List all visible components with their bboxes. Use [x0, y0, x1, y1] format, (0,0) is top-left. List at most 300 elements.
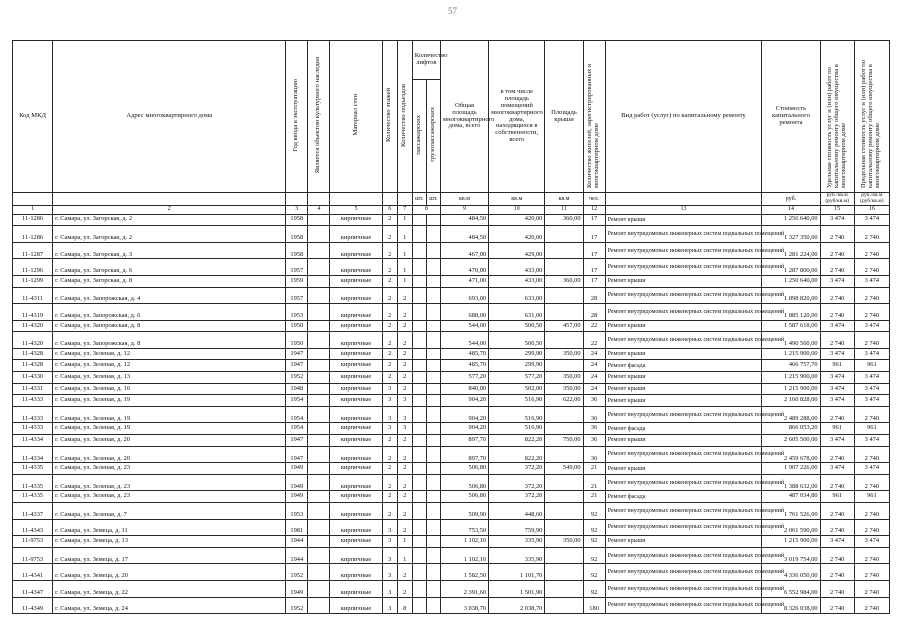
row-address: г. Самара, ул. Земеца, д. 22 — [53, 580, 286, 597]
row-address: г. Самара, ул. Загорская, д. 2 — [53, 214, 286, 226]
row-residents: 28 — [583, 304, 605, 321]
row-entrances: 2 — [397, 503, 412, 520]
row-elev-cargo — [426, 580, 440, 597]
row-total-area: 904,20 — [440, 406, 488, 423]
row-heritage — [308, 463, 330, 475]
unit-cell: руб./кв.м (руб/кв.м) — [854, 193, 889, 206]
row-cost: 1 761 526,00 — [762, 503, 820, 520]
row-residents: 92 — [583, 564, 605, 581]
unit-cell: кв.м — [440, 193, 488, 206]
row-year: 1950 — [286, 320, 308, 332]
row-elev-pass — [412, 435, 426, 447]
row-floors: 2 — [382, 242, 397, 259]
row-material: кирпичные — [330, 519, 382, 536]
row-code: 11-4334 — [13, 446, 53, 463]
row-floors: 2 — [382, 463, 397, 475]
header-row — [13, 41, 890, 80]
row-work: Ремонт внутридомовых инженерных систем подвальных помещений — [605, 242, 762, 259]
col-num: 10 — [489, 205, 545, 214]
row-material: кирпичные — [330, 564, 382, 581]
col-num: 9 — [440, 205, 488, 214]
row-cost: 2 489 288,00 — [762, 406, 820, 423]
row-spec-cost: 961 — [820, 360, 854, 372]
row-heritage — [308, 503, 330, 520]
row-cost: 3 019 754,00 — [762, 547, 820, 564]
row-spec-cost: 2 740 — [820, 580, 854, 597]
row-total-area: 484,50 — [440, 226, 488, 243]
row-roof-area: 549,00 — [545, 463, 583, 475]
row-floors: 2 — [382, 259, 397, 276]
row-total-area: 544,00 — [440, 332, 488, 349]
row-roof-area — [545, 304, 583, 321]
column-numbers-row — [13, 205, 890, 214]
row-entrances: 2 — [397, 580, 412, 597]
row-code: 11-4311 — [13, 287, 53, 304]
unit-cell: кв.м — [489, 193, 545, 206]
row-floors: 2 — [382, 372, 397, 384]
row-res-area: 299,90 — [489, 360, 545, 372]
row-spec-cost: 3 474 — [820, 536, 854, 548]
row-roof-area — [545, 259, 583, 276]
row-cost: 8 326 038,00 — [762, 597, 820, 614]
row-year: 1958 — [286, 226, 308, 243]
row-residents: 17 — [583, 275, 605, 287]
table-row — [13, 383, 890, 395]
row-spec-cost: 3 474 — [820, 275, 854, 287]
row-max-cost: 2 740 — [854, 226, 889, 243]
row-max-cost: 2 740 — [854, 406, 889, 423]
row-elev-cargo — [426, 287, 440, 304]
row-material: кирпичные — [330, 287, 382, 304]
row-roof-area: 750,00 — [545, 435, 583, 447]
row-total-area: 506,80 — [440, 491, 488, 503]
row-entrances: 1 — [397, 275, 412, 287]
row-work: Ремонт внутридомовых инженерных систем подвальных помещений — [605, 547, 762, 564]
col-num: 16 — [854, 205, 889, 214]
row-spec-cost: 2 740 — [820, 446, 854, 463]
row-material: кирпичные — [330, 503, 382, 520]
row-elev-pass — [412, 259, 426, 276]
row-year: 1953 — [286, 304, 308, 321]
row-residents: 22 — [583, 320, 605, 332]
row-floors: 2 — [382, 304, 397, 321]
row-material: кирпичные — [330, 547, 382, 564]
row-address: г. Самара, ул. Зеленая, д. 23 — [53, 463, 286, 475]
row-code: 11-4349 — [13, 597, 53, 614]
row-work: Ремонт внутридомовых инженерных систем подвальных помещений — [605, 332, 762, 349]
row-cost: 1 587 618,00 — [762, 320, 820, 332]
row-roof-area: 350,00 — [545, 372, 583, 384]
row-heritage — [308, 259, 330, 276]
row-code: 11-4328 — [13, 360, 53, 372]
row-max-cost: 3 474 — [854, 536, 889, 548]
table-row — [13, 304, 890, 321]
row-cost: 1 215 900,00 — [762, 348, 820, 360]
table-row — [13, 275, 890, 287]
row-elev-pass — [412, 287, 426, 304]
row-work: Ремонт внутридомовых инженерных систем подвальных помещений — [605, 474, 762, 491]
row-work: Ремонт внутридомовых инженерных систем подвальных помещений — [605, 446, 762, 463]
row-heritage — [308, 435, 330, 447]
row-address: г. Самара, ул. Загорская, д. 8 — [53, 275, 286, 287]
row-elev-pass — [412, 332, 426, 349]
row-cost: 1 287 800,00 — [762, 259, 820, 276]
row-max-cost: 961 — [854, 491, 889, 503]
row-total-area: 3 038,70 — [440, 597, 488, 614]
row-entrances: 2 — [397, 435, 412, 447]
row-address: г. Самара, ул. Зеленая, д. 13 — [53, 372, 286, 384]
row-elev-pass — [412, 423, 426, 435]
row-elev-pass — [412, 446, 426, 463]
row-year: 1949 — [286, 491, 308, 503]
col-num: 1 — [13, 205, 53, 214]
row-max-cost: 961 — [854, 360, 889, 372]
row-cost: 2 061 590,00 — [762, 519, 820, 536]
row-heritage — [308, 287, 330, 304]
row-residents: 24 — [583, 383, 605, 395]
row-address: г. Самара, ул. Зеленая, д. 20 — [53, 435, 286, 447]
col-spec-cost: Удельная стоимость услуг и (или) работ по капитальному ремонту общего имущества в многоквартирном доме — [820, 41, 854, 193]
row-total-area: 470,00 — [440, 259, 488, 276]
row-floors: 3 — [382, 597, 397, 614]
row-work: Ремонт крыши — [605, 320, 762, 332]
row-address: г. Самара, ул. Зеленая, д. 7 — [53, 503, 286, 520]
row-spec-cost: 3 474 — [820, 372, 854, 384]
row-cost: 2 160 828,00 — [762, 395, 820, 407]
row-heritage — [308, 536, 330, 548]
row-max-cost: 2 740 — [854, 597, 889, 614]
row-material: кирпичные — [330, 395, 382, 407]
row-entrances: 2 — [397, 372, 412, 384]
row-work: Ремонт крыши — [605, 383, 762, 395]
col-num: 14 — [762, 205, 820, 214]
table-row — [13, 259, 890, 276]
row-spec-cost: 2 740 — [820, 332, 854, 349]
row-roof-area: 360,00 — [545, 214, 583, 226]
table-row — [13, 503, 890, 520]
row-material: кирпичные — [330, 383, 382, 395]
row-max-cost: 2 740 — [854, 242, 889, 259]
row-residents: 36 — [583, 435, 605, 447]
row-year: 1947 — [286, 348, 308, 360]
row-residents: 180 — [583, 597, 605, 614]
row-elev-cargo — [426, 536, 440, 548]
row-total-area: 509,90 — [440, 503, 488, 520]
table-row — [13, 547, 890, 564]
row-res-area: 420,00 — [489, 214, 545, 226]
row-floors: 3 — [382, 547, 397, 564]
row-heritage — [308, 214, 330, 226]
row-res-area: 2 038,70 — [489, 597, 545, 614]
row-roof-area — [545, 406, 583, 423]
col-year: Год ввода в эксплуатацию — [286, 41, 308, 193]
row-elev-pass — [412, 372, 426, 384]
col-elevators-cargo: грузопассажирских — [426, 80, 440, 193]
row-spec-cost: 2 740 — [820, 287, 854, 304]
row-elev-pass — [412, 474, 426, 491]
row-code: 11-9753 — [13, 536, 53, 548]
row-code: 11-1286 — [13, 226, 53, 243]
row-address: г. Самара, ул. Загорская, д. 3 — [53, 242, 286, 259]
row-total-area: 1 102,10 — [440, 536, 488, 548]
table-row — [13, 332, 890, 349]
row-spec-cost: 2 740 — [820, 474, 854, 491]
row-cost: 487 034,80 — [762, 491, 820, 503]
row-material: кирпичные — [330, 474, 382, 491]
row-code: 11-4337 — [13, 503, 53, 520]
row-elev-cargo — [426, 332, 440, 349]
table-row — [13, 395, 890, 407]
row-total-area: 506,80 — [440, 474, 488, 491]
row-res-area: 1 501,90 — [489, 580, 545, 597]
col-num: 8 — [412, 205, 440, 214]
row-spec-cost: 3 474 — [820, 435, 854, 447]
row-work: Ремонт фасада — [605, 360, 762, 372]
row-residents: 17 — [583, 242, 605, 259]
row-elev-cargo — [426, 395, 440, 407]
row-floors: 3 — [382, 564, 397, 581]
row-total-area: 544,00 — [440, 320, 488, 332]
row-max-cost: 2 740 — [854, 332, 889, 349]
row-work: Ремонт внутридомовых инженерных систем подвальных помещений — [605, 226, 762, 243]
row-work: Ремонт внутридомовых инженерных систем подвальных помещений — [605, 304, 762, 321]
row-work: Ремонт фасада — [605, 491, 762, 503]
row-cost: 1 281 224,00 — [762, 242, 820, 259]
row-roof-area — [545, 360, 583, 372]
row-elev-cargo — [426, 360, 440, 372]
row-roof-area: 350,00 — [545, 348, 583, 360]
row-address: г. Самара, ул. Зеленая, д. 19 — [53, 406, 286, 423]
row-elev-cargo — [426, 435, 440, 447]
table-row — [13, 435, 890, 447]
row-roof-area — [545, 287, 583, 304]
row-elev-pass — [412, 395, 426, 407]
row-elev-pass — [412, 564, 426, 581]
row-res-area: 433,00 — [489, 275, 545, 287]
row-entrances: 2 — [397, 287, 412, 304]
row-elev-cargo — [426, 275, 440, 287]
row-work: Ремонт крыши — [605, 275, 762, 287]
row-work: Ремонт крыши — [605, 435, 762, 447]
row-year: 1954 — [286, 395, 308, 407]
row-elev-pass — [412, 547, 426, 564]
row-material: кирпичные — [330, 320, 382, 332]
row-residents: 24 — [583, 372, 605, 384]
row-elev-pass — [412, 360, 426, 372]
table-row — [13, 446, 890, 463]
row-res-area: 335,90 — [489, 536, 545, 548]
row-max-cost: 2 740 — [854, 259, 889, 276]
row-code: 11-4320 — [13, 332, 53, 349]
row-spec-cost: 2 740 — [820, 242, 854, 259]
col-num: 3 — [286, 205, 308, 214]
row-spec-cost: 2 740 — [820, 406, 854, 423]
row-roof-area — [545, 474, 583, 491]
row-entrances: 1 — [397, 547, 412, 564]
row-elev-cargo — [426, 304, 440, 321]
row-elev-pass — [412, 463, 426, 475]
table-row — [13, 564, 890, 581]
row-address: г. Самара, ул. Запорожская, д. 6 — [53, 304, 286, 321]
row-entrances: 1 — [397, 259, 412, 276]
page-number: 57 — [448, 6, 457, 16]
col-floors: Количество этажей — [382, 41, 397, 193]
row-res-area: 448,60 — [489, 503, 545, 520]
row-year: 1954 — [286, 423, 308, 435]
table-row — [13, 474, 890, 491]
table-row — [13, 491, 890, 503]
row-cost: 866 053,20 — [762, 423, 820, 435]
table-row — [13, 320, 890, 332]
row-roof-area — [545, 564, 583, 581]
unit-cell: чел. — [583, 193, 605, 206]
row-address: г. Самара, ул. Земеца, д. 13 — [53, 536, 286, 548]
row-spec-cost: 3 474 — [820, 395, 854, 407]
row-max-cost: 2 740 — [854, 474, 889, 491]
row-total-area: 693,00 — [440, 287, 488, 304]
col-num: 11 — [545, 205, 583, 214]
row-elev-cargo — [426, 226, 440, 243]
col-elevators: Количество лифтов — [412, 41, 440, 80]
row-roof-area — [545, 519, 583, 536]
row-material: кирпичные — [330, 275, 382, 287]
row-floors: 2 — [382, 360, 397, 372]
row-cost: 1 898 820,00 — [762, 287, 820, 304]
row-code: 11-4334 — [13, 435, 53, 447]
row-res-area: 372,20 — [489, 474, 545, 491]
row-year: 1952 — [286, 597, 308, 614]
row-year: 1957 — [286, 287, 308, 304]
col-num: 13 — [605, 205, 762, 214]
row-address: г. Самара, ул. Зеленая, д. 16 — [53, 383, 286, 395]
row-heritage — [308, 372, 330, 384]
row-cost: 4 336 050,00 — [762, 564, 820, 581]
table-row — [13, 226, 890, 243]
row-year: 1944 — [286, 547, 308, 564]
row-spec-cost: 2 740 — [820, 503, 854, 520]
row-entrances: 1 — [397, 214, 412, 226]
col-num: 4 — [308, 205, 330, 214]
row-residents: 21 — [583, 474, 605, 491]
row-cost: 1 215 900,00 — [762, 536, 820, 548]
row-floors: 2 — [382, 275, 397, 287]
row-max-cost: 3 474 — [854, 348, 889, 360]
row-res-area: 429,00 — [489, 242, 545, 259]
row-max-cost: 3 474 — [854, 463, 889, 475]
row-work: Ремонт внутридомовых инженерных систем подвальных помещений — [605, 503, 762, 520]
row-elev-pass — [412, 536, 426, 548]
row-address: г. Самара, ул. Земеца, д. 17 — [53, 547, 286, 564]
row-total-area: 467,00 — [440, 242, 488, 259]
row-elev-pass — [412, 320, 426, 332]
row-roof-area — [545, 446, 583, 463]
row-entrances: 2 — [397, 320, 412, 332]
row-total-area: 753,50 — [440, 519, 488, 536]
row-heritage — [308, 597, 330, 614]
row-entrances: 1 — [397, 242, 412, 259]
row-material: кирпичные — [330, 406, 382, 423]
row-floors: 2 — [382, 446, 397, 463]
table-row — [13, 463, 890, 475]
row-max-cost: 2 740 — [854, 287, 889, 304]
row-work: Ремонт внутридомовых инженерных систем подвальных помещений — [605, 580, 762, 597]
row-heritage — [308, 423, 330, 435]
row-elev-pass — [412, 348, 426, 360]
unit-cell: руб./кв.м (руб/кв.м) — [820, 193, 854, 206]
row-cost: 1 250 640,00 — [762, 275, 820, 287]
row-year: 1949 — [286, 474, 308, 491]
row-entrances: 2 — [397, 360, 412, 372]
row-elev-pass — [412, 597, 426, 614]
row-res-area: 372,20 — [489, 491, 545, 503]
row-address: г. Самара, ул. Зеленая, д. 12 — [53, 348, 286, 360]
row-code: 11-4333 — [13, 406, 53, 423]
row-year: 1959 — [286, 275, 308, 287]
row-code: 11-4319 — [13, 304, 53, 321]
row-res-area: 633,00 — [489, 287, 545, 304]
row-elev-cargo — [426, 423, 440, 435]
row-year: 1949 — [286, 463, 308, 475]
table-row — [13, 348, 890, 360]
row-address: г. Самара, ул. Загорская, д. 6 — [53, 259, 286, 276]
col-num: 2 — [53, 205, 286, 214]
row-entrances: 2 — [397, 474, 412, 491]
row-res-area: 500,50 — [489, 320, 545, 332]
row-total-area: 2 391,60 — [440, 580, 488, 597]
row-address: г. Самара, ул. Зеленая, д. 19 — [53, 395, 286, 407]
row-code: 11-4335 — [13, 491, 53, 503]
row-year: 1952 — [286, 372, 308, 384]
table-row — [13, 580, 890, 597]
row-roof-area — [545, 491, 583, 503]
row-heritage — [308, 332, 330, 349]
row-roof-area: 457,00 — [545, 320, 583, 332]
row-residents: 92 — [583, 536, 605, 548]
row-residents: 92 — [583, 519, 605, 536]
row-entrances: 2 — [397, 304, 412, 321]
units-row — [13, 193, 890, 206]
row-spec-cost: 3 474 — [820, 383, 854, 395]
row-roof-area — [545, 332, 583, 349]
row-elev-cargo — [426, 474, 440, 491]
row-year: 1953 — [286, 503, 308, 520]
row-res-area: 516,90 — [489, 395, 545, 407]
row-heritage — [308, 275, 330, 287]
row-total-area: 840,00 — [440, 383, 488, 395]
row-elev-pass — [412, 580, 426, 597]
row-total-area: 897,70 — [440, 446, 488, 463]
row-year: 1981 — [286, 519, 308, 536]
row-address: г. Самара, ул. Земеца, д. 20 — [53, 564, 286, 581]
row-total-area: 1 102,10 — [440, 547, 488, 564]
row-heritage — [308, 360, 330, 372]
row-spec-cost: 2 740 — [820, 304, 854, 321]
row-code: 11-4341 — [13, 564, 53, 581]
row-floors: 2 — [382, 491, 397, 503]
row-material: кирпичные — [330, 580, 382, 597]
col-max-cost: Предельная стоимость услуг и (или) работ по капитальному ремонту общего имущества в многоквартирном доме — [854, 41, 889, 193]
row-max-cost: 961 — [854, 423, 889, 435]
row-spec-cost: 3 474 — [820, 320, 854, 332]
row-year: 1950 — [286, 332, 308, 349]
table-row — [13, 287, 890, 304]
row-spec-cost: 2 740 — [820, 597, 854, 614]
row-roof-area — [545, 597, 583, 614]
row-elev-pass — [412, 226, 426, 243]
row-floors: 2 — [382, 348, 397, 360]
row-code: 11-1296 — [13, 259, 53, 276]
row-max-cost: 3 474 — [854, 435, 889, 447]
